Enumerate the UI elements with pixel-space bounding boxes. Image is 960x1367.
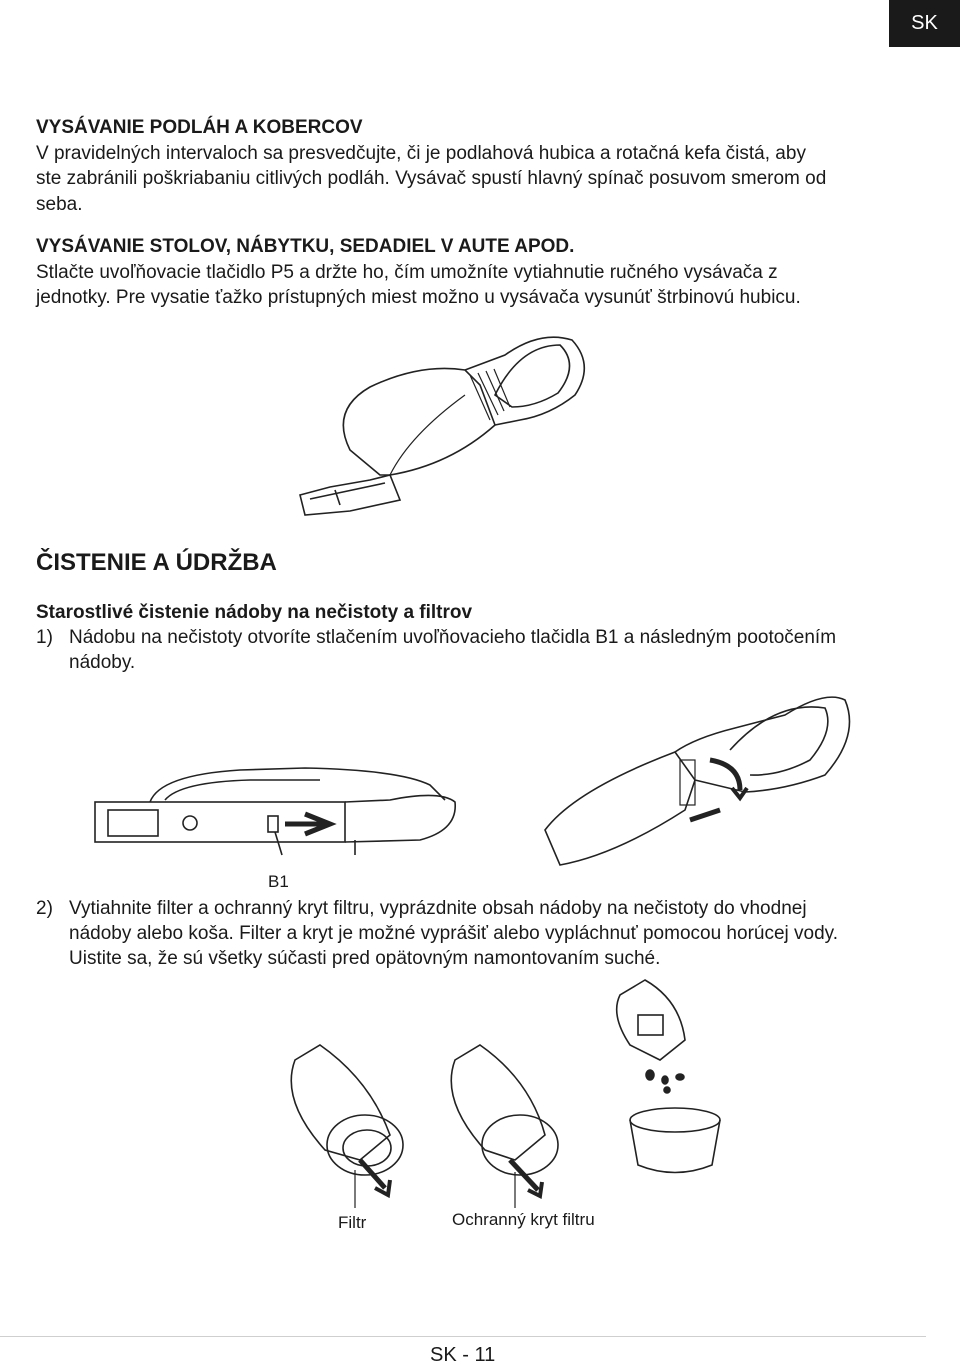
vacuum-release-button-illustration [90, 760, 470, 870]
step-line: nádoby. [69, 652, 136, 673]
filter-removal-illustration [280, 1040, 580, 1210]
step-number: 1) [36, 627, 53, 648]
handheld-vacuum-illustration [290, 315, 620, 515]
heading-floors: VYSÁVANIE PODLÁH A KOBERCOV [36, 117, 363, 138]
footer-divider [0, 1336, 926, 1337]
section-floors [36, 115, 896, 217]
step-1 [36, 625, 916, 675]
label-filter: Filtr [338, 1213, 367, 1232]
step-line: Uistite sa, že sú všetky súčasti pred opätovným namontovaním suché. [69, 948, 661, 969]
label-filter-cover: Ochranný kryt filtru [452, 1210, 595, 1229]
step-2 [36, 896, 916, 971]
paragraph-line: ste zabránili poškriabaniu citlivých podláh. Vysávač spustí hlavný spínač posuvom smerom od [36, 168, 827, 189]
label-b1: B1 [268, 872, 289, 891]
vacuum-opening-illustration [535, 680, 875, 870]
page-number: SK - 11 [430, 1344, 496, 1366]
empty-bin-illustration [610, 975, 720, 1180]
language-tab: SK [889, 0, 960, 47]
section-title-cleaning: ČISTENIE A ÚDRŽBA [36, 549, 277, 576]
heading-furniture: VYSÁVANIE STOLOV, NÁBYTKU, SEDADIEL V AUTE APOD. [36, 236, 575, 257]
paragraph-line: Stlačte uvoľňovacie tlačidlo P5 a držte ho, čím umožníte vytiahnutie ručného vysávača z [36, 261, 778, 283]
subheading-cleaning: Starostlivé čistenie nádoby na nečistoty a filtrov [36, 602, 473, 623]
paragraph-line: jednotky. Pre vysatie ťažko prístupných miest možno u vysávača vysunúť štrbinovú hubicu. [36, 287, 801, 308]
section-furniture [36, 234, 896, 311]
paragraph-line: seba. [36, 193, 83, 215]
step-line: Vytiahnite filter a ochranný kryt filtru, vyprázdnite obsah nádoby na nečistoty do vhodnej [69, 898, 807, 919]
paragraph-line: V pravidelných intervaloch sa presvedčujte, či je podlahová hubica a rotačná kefa čistá, aby [36, 142, 806, 164]
step-line: Nádobu na nečistoty otvoríte stlačením uvoľňovacieho tlačidla B1 a následným pootočením [69, 627, 837, 648]
step-number: 2) [36, 898, 53, 919]
step-line: nádoby alebo koša. Filter a kryt je možné vyprášiť alebo vypláchnuť pomocou horúcej vody. [69, 923, 839, 944]
